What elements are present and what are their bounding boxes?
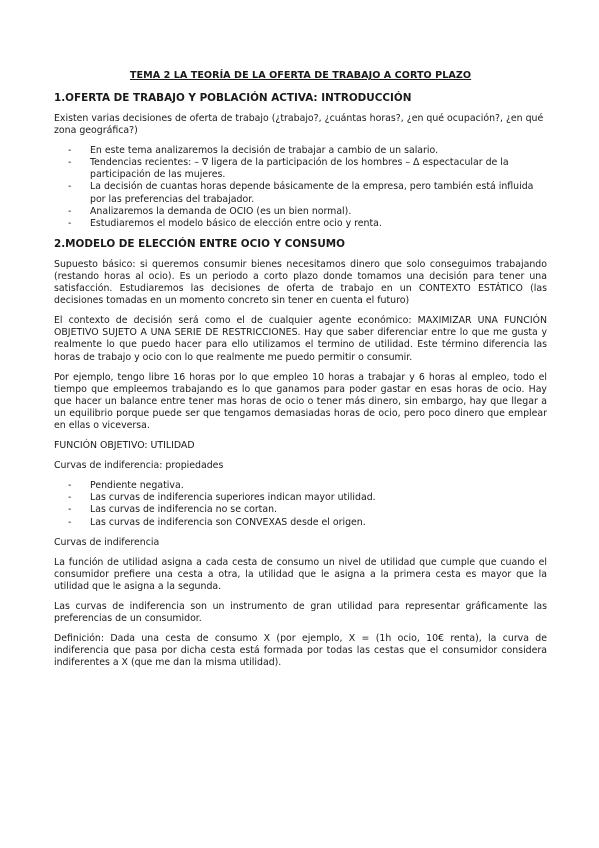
- list-item: - En este tema analizaremos la decisión de trabajar a cambio de un salario.: [68, 145, 547, 157]
- section-1-heading: 1.OFERTA DE TRABAJO Y POBLACIÓN ACTIVA: INTRODUCCIÓN: [54, 92, 412, 104]
- list-item: - Las curvas de indiferencia superiores indican mayor utilidad.: [68, 492, 547, 504]
- list-item: - Estudiaremos el modelo básico de elección entre ocio y renta.: [68, 218, 547, 230]
- paragraph-funcion-objetivo: FUNCIÓN OBJETIVO: UTILIDAD: [54, 440, 195, 452]
- section-2-heading: 2.MODELO DE ELECCIÓN ENTRE OCIO Y CONSUMO: [54, 237, 345, 250]
- list-item: - Pendiente negativa.: [68, 480, 547, 492]
- section-1-list: [54, 145, 547, 230]
- paragraph-instrumento: Las curvas de indiferencia son un instrumento de gran utilidad para representar gráficamente las preferencias de un consumidor.: [54, 601, 547, 625]
- paragraph-curvas-propiedades: Curvas de indiferencia: propiedades: [54, 460, 224, 472]
- paragraph-supuesto: Supuesto básico: si queremos consumir bienes necesitamos dinero que solo conseguimos trabajando (restando horas al ocio). Es un periodo a corto plazo donde tomamos una decisión para tener una satisfacción. Estudiaremos las decisiones de oferta de trabajo en un CONTEXTO ESTÁTICO (las decisiones tomadas en un momento concreto sin tener en cuenta el futuro): [54, 258, 547, 307]
- list-item: - Analizaremos la demanda de OCIO (es un bien normal).: [68, 206, 547, 218]
- list-item: - La decisión de cuantas horas depende básicamente de la empresa, pero también está influida por las preferencias del trabajador.: [68, 181, 547, 205]
- section-2-list: [54, 480, 547, 528]
- document-title: TEMA 2 LA TEORÍA DE LA OFERTA DE TRABAJO A CORTO PLAZO: [129, 70, 472, 81]
- list-item: - Las curvas de indiferencia no se cortan.: [68, 504, 547, 516]
- list-item: - Tendencias recientes: – ∇ ligera de la participación de los hombres – Δ espectacular de la participación de las mujeres.: [68, 157, 547, 181]
- section-1-intro: Existen varias decisiones de oferta de trabajo (¿trabajo?, ¿cuántas horas?, ¿en qué ocupación?, ¿en qué zona geográfica?): [54, 113, 544, 137]
- paragraph-curvas-heading: Curvas de indiferencia: [54, 536, 160, 548]
- paragraph-funcion-utilidad: La función de utilidad asigna a cada cesta de consumo un nivel de utilidad que cumple que cuando el consumidor prefiere una cesta a otra, la utilidad que le asigna a la primera cesta es mayor que la utilidad que le asigna a la segunda.: [54, 556, 547, 592]
- list-item: - Las curvas de indiferencia son CONVEXAS desde el origen.: [68, 517, 547, 529]
- paragraph-definicion: Definición: Dada una cesta de consumo X (por ejemplo, X = (1h ocio, 10€ renta), la curva de indiferencia que pasa por dicha cesta está formada por todas las cestas que el consumidor considera indiferentes a X (que me dan la misma utilidad).: [54, 633, 547, 669]
- paragraph-ejemplo: Por ejemplo, tengo libre 16 horas por lo que empleo 10 horas a trabajar y 6 horas al empleo, todo el tiempo que empleemos trabajando es lo que ganamos para poder gastar en esas horas de ocio. Hay que hacer un balance entre tener mas horas de ocio o tener más dinero, sin embargo, hay que llegar a un equilibrio porque puede ser que tengamos demasiadas horas de ocio, pero poco dinero que emplear en ellas o viceversa.: [54, 371, 547, 431]
- paragraph-contexto: El contexto de decisión será como el de cualquier agente económico: MAXIMIZAR UNA FUNCIÓN OBJETIVO SUJETO A UNA SERIE DE RESTRICCIONES. Hay que saber diferenciar entre lo que me gusta y realmente lo que puedo hacer para ello utilizamos el termino de utilidad. Este término diferencia las horas de trabajo y ocio con lo que realmente me puedo permitir o consumir.: [54, 315, 547, 363]
